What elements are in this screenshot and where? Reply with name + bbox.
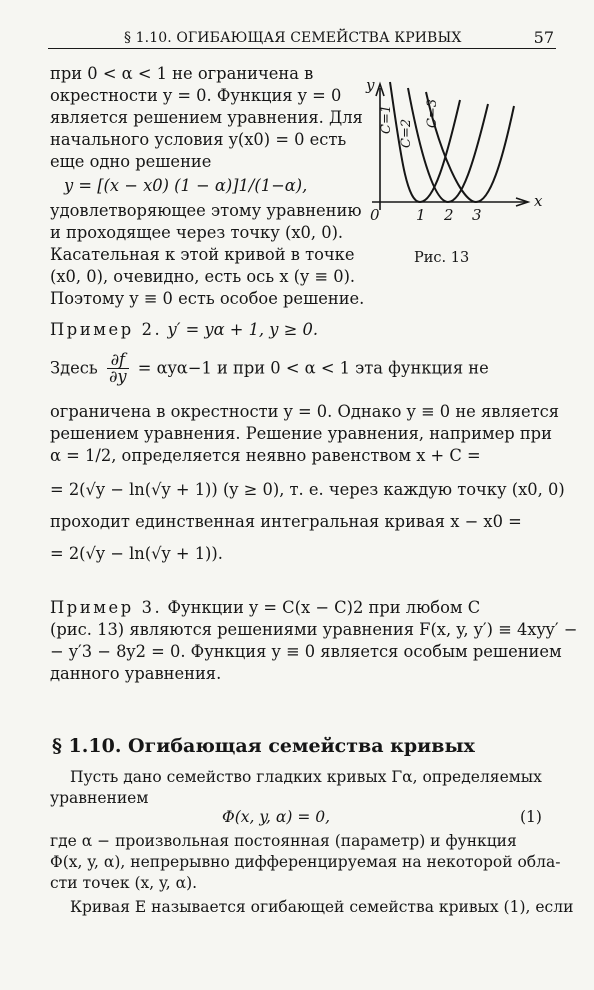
section-line-4: Φ(x, y, α), непрерывно дифференцируемая на некоторой обла- [50, 853, 561, 871]
example3-heading: Пример 3. [50, 598, 163, 617]
example2-line-5: α = 1/2, определяется неявно равенством x + C = [50, 446, 481, 465]
tick-1: 1 [416, 206, 426, 224]
para1-line-4: начального условия y(x0) = 0 есть [50, 130, 347, 149]
section-line-1: Пусть дано семейство гладких кривых Γα, определяемых [70, 768, 542, 786]
label-c2: C=2 [399, 118, 414, 148]
example2-line-2 [50, 352, 489, 386]
axis-y-label: y [366, 76, 375, 94]
label-c1: C=1 [379, 104, 394, 134]
fraction-numerator: ∂f [107, 352, 129, 369]
axis-x-label: x [534, 192, 543, 210]
para1-line-3: является решением уравнения. Для [50, 108, 363, 127]
running-title: § 1.10. ОГИБАЮЩАЯ СЕМЕЙСТВА КРИВЫХ [124, 30, 462, 46]
para1-line-8: Касательная к этой кривой в точке [50, 245, 355, 264]
example3-line-2: (рис. 13) являются решениями уравнения F(x, y, y′) ≡ 4xyy′ − [50, 620, 578, 639]
tick-0: 0 [370, 206, 380, 224]
example2-here: Здесь [50, 358, 98, 378]
example3-text: Функции y = C(x − C)2 при любом C [167, 598, 481, 617]
para1-formula: y = [(x − x0) (1 − α)]1/(1−α), [64, 176, 308, 195]
example2-line-8: = 2(√y − ln(√y + 1)). [50, 544, 223, 563]
example2-line-1 [50, 322, 318, 338]
tick-3: 3 [472, 206, 482, 224]
partial-fraction [107, 352, 129, 386]
para1-line-5: еще одно решение [50, 152, 212, 171]
example2-heading: Пример 2. [50, 320, 163, 339]
para1-line-1: при 0 < α < 1 не ограничена в [50, 64, 314, 83]
example2-rhs: = αyα−1 и при 0 < α < 1 эта функция не [137, 358, 489, 378]
label-c3: C=3 [425, 98, 440, 128]
section-title: § 1.10. Огибающая семейства кривых [52, 735, 475, 757]
running-header [48, 26, 556, 49]
section-line-5: сти точек (x, y, α). [50, 874, 198, 892]
section-line-3: где α − произвольная постоянная (параметр) и функция [50, 832, 517, 850]
para1-line-9: (x0, 0), очевидно, есть ось x (y ≡ 0). [50, 267, 356, 286]
example3-line-3: − y′3 − 8y2 = 0. Функция y ≡ 0 является особым решением [50, 642, 562, 661]
page-number: 57 [533, 28, 554, 47]
example2-line-4: решением уравнения. Решение уравнения, например при [50, 424, 552, 443]
para1-line-10: Поэтому y ≡ 0 есть особое решение. [50, 289, 365, 308]
equation-number: (1) [520, 808, 542, 826]
tick-2: 2 [444, 206, 454, 224]
section-line-2: уравнением [50, 789, 149, 807]
example2-line-3: ограничена в окрестности y = 0. Однако y ≡ 0 не является [50, 402, 560, 421]
figure-caption: Рис. 13 [414, 250, 470, 266]
example2-equation: y′ = yα + 1, y ≥ 0. [167, 320, 319, 339]
para1-line-7: и проходящее через точку (x0, 0). [50, 223, 344, 242]
figure-13 [364, 70, 554, 235]
example2-line-7: проходит единственная интегральная кривая x − x0 = [50, 512, 522, 531]
para1-line-6: удовлетворяющее этому уравнению [50, 201, 362, 220]
section-line-6: Кривая E называется огибающей семейства кривых (1), если [70, 898, 574, 916]
para1-line-2: окрестности y = 0. Функция y = 0 [50, 86, 342, 105]
example3-line-1 [50, 600, 480, 616]
example3-line-4: данного уравнения. [50, 664, 222, 683]
example2-line-6: = 2(√y − ln(√y + 1)) (y ≥ 0), т. е. через каждую точку (x0, 0) [50, 480, 565, 499]
section-equation: Φ(x, y, α) = 0, [222, 808, 331, 826]
fraction-denominator: ∂y [108, 367, 127, 387]
